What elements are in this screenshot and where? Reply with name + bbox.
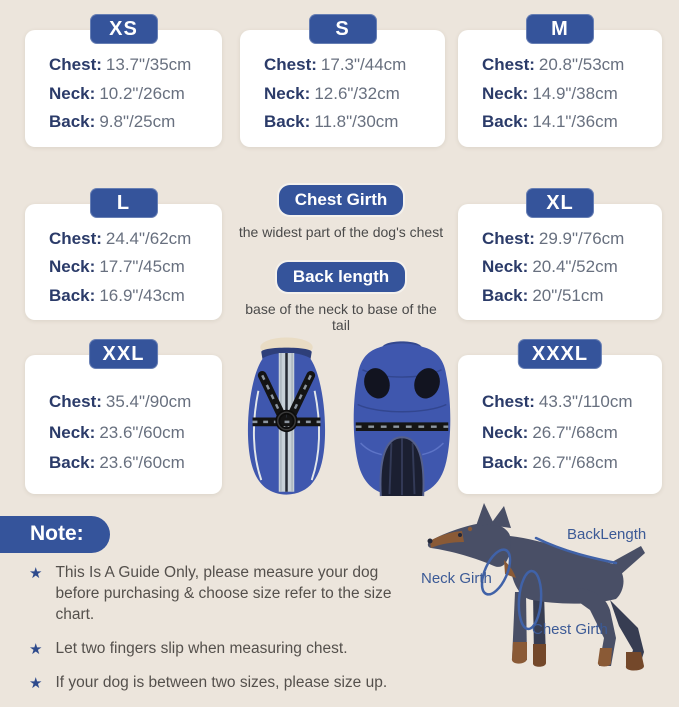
chest-label: Chest: bbox=[482, 391, 535, 411]
chest-girth-label: Chest Girth bbox=[532, 621, 608, 638]
neck-value: 12.6"/32cm bbox=[314, 83, 400, 103]
size-card-measurements bbox=[49, 381, 216, 484]
jacket-bottom-image bbox=[349, 332, 455, 504]
back-label: Back: bbox=[264, 112, 311, 132]
size-badge-l: L bbox=[90, 188, 158, 218]
note-list bbox=[29, 563, 421, 707]
neck-measurement bbox=[264, 84, 439, 104]
size-badge-xl: XL bbox=[526, 188, 594, 218]
chest-measurement bbox=[482, 229, 656, 249]
chest-measurement bbox=[264, 55, 439, 75]
neck-value: 20.4"/52cm bbox=[532, 257, 618, 276]
star-bullet-icon: ★ bbox=[29, 674, 43, 692]
neck-value: 14.9"/38cm bbox=[532, 83, 618, 103]
chest-value: 35.4"/90cm bbox=[105, 391, 192, 411]
chest-label: Chest: bbox=[49, 228, 102, 248]
back-value: 11.8"/30cm bbox=[314, 112, 399, 132]
size-card-measurements bbox=[482, 220, 656, 314]
star-bullet-icon: ★ bbox=[29, 640, 43, 658]
chest-measurement bbox=[49, 55, 216, 75]
chest-value: 17.3"/44cm bbox=[320, 54, 407, 74]
size-card-s bbox=[240, 18, 445, 147]
back-length-description: base of the neck to base of the tail bbox=[245, 301, 437, 333]
back-length-badge: Back length bbox=[277, 262, 405, 292]
chest-value: 13.7"/35cm bbox=[105, 54, 192, 74]
size-badge-m: M bbox=[526, 14, 594, 44]
back-length-label: BackLength bbox=[567, 526, 647, 543]
note-text: If your dog is between two sizes, please size up. bbox=[55, 673, 388, 691]
back-measurement bbox=[49, 112, 216, 132]
neck-measurement bbox=[482, 423, 656, 443]
back-label: Back: bbox=[49, 285, 96, 305]
back-value: 23.6"/60cm bbox=[99, 453, 185, 473]
neck-value: 17.7"/45cm bbox=[99, 257, 185, 276]
size-card-xxl bbox=[25, 343, 222, 494]
neck-label: Neck: bbox=[482, 257, 529, 276]
size-card-measurements bbox=[49, 220, 216, 314]
neck-measurement bbox=[482, 257, 656, 277]
note-text: Let two fingers slip when measuring chest. bbox=[55, 639, 348, 657]
back-label: Back: bbox=[482, 112, 529, 132]
note-item bbox=[29, 673, 421, 694]
back-label: Back: bbox=[482, 285, 529, 305]
chest-value: 43.3"/110cm bbox=[538, 391, 633, 411]
chest-measurement bbox=[49, 392, 216, 412]
back-measurement bbox=[482, 453, 656, 473]
neck-label: Neck: bbox=[49, 83, 96, 103]
chest-label: Chest: bbox=[482, 54, 535, 74]
note-title-badge: Note: bbox=[0, 516, 110, 553]
note-item bbox=[29, 639, 421, 660]
size-badge-xs: XS bbox=[90, 14, 158, 44]
back-value: 9.8"/25cm bbox=[99, 112, 176, 132]
neck-label: Neck: bbox=[49, 422, 96, 442]
back-measurement bbox=[482, 112, 656, 132]
back-value: 26.7"/68cm bbox=[532, 453, 618, 473]
chest-label: Chest: bbox=[49, 54, 102, 74]
size-badge-s: S bbox=[309, 14, 377, 44]
size-badge-xxl: XXL bbox=[89, 339, 159, 369]
back-value: 20"/51cm bbox=[532, 285, 604, 305]
neck-measurement bbox=[49, 423, 216, 443]
back-label: Back: bbox=[49, 112, 96, 132]
chest-girth-badge: Chest Girth bbox=[279, 185, 404, 215]
back-value: 16.9"/43cm bbox=[99, 285, 185, 305]
neck-measurement bbox=[482, 84, 656, 104]
chest-measurement bbox=[482, 392, 656, 412]
size-card-measurements bbox=[482, 381, 656, 484]
chest-label: Chest: bbox=[49, 391, 102, 411]
note-text: This Is A Guide Only, please measure your dog before purchasing & choose size refer to the size chart. bbox=[55, 564, 392, 623]
neck-label: Neck: bbox=[264, 83, 311, 103]
back-measurement bbox=[49, 286, 216, 306]
note-item bbox=[29, 563, 421, 626]
dog-measurement-diagram bbox=[420, 500, 679, 679]
size-card-measurements bbox=[264, 46, 439, 141]
measurement-explainer bbox=[235, 185, 447, 355]
chest-label: Chest: bbox=[264, 54, 317, 74]
back-value: 14.1"/36cm bbox=[532, 112, 618, 132]
neck-value: 26.7"/68cm bbox=[532, 422, 618, 442]
size-card-xs bbox=[25, 18, 222, 147]
neck-label: Neck: bbox=[49, 257, 96, 276]
size-card-m bbox=[458, 18, 662, 147]
chest-girth-description: the widest part of the dog's chest bbox=[238, 224, 444, 240]
chest-value: 24.4"/62cm bbox=[105, 228, 192, 248]
back-label: Back: bbox=[49, 453, 96, 473]
size-card-measurements bbox=[49, 46, 216, 141]
back-measurement bbox=[49, 453, 216, 473]
neck-measurement bbox=[49, 84, 216, 104]
back-measurement bbox=[482, 286, 656, 306]
neck-label: Neck: bbox=[482, 83, 529, 103]
chest-label: Chest: bbox=[482, 228, 535, 248]
size-card-l bbox=[25, 192, 222, 320]
size-badge-xxxl: XXXL bbox=[518, 339, 602, 369]
neck-value: 23.6"/60cm bbox=[99, 422, 185, 442]
chest-measurement bbox=[49, 229, 216, 249]
neck-measurement bbox=[49, 257, 216, 277]
chest-value: 29.9"/76cm bbox=[538, 228, 625, 248]
neck-label: Neck: bbox=[482, 422, 529, 442]
size-card-xl bbox=[458, 192, 662, 320]
neck-girth-label: Neck Girth bbox=[421, 570, 492, 587]
jacket-product-images bbox=[234, 331, 458, 504]
size-card-xxxl bbox=[458, 343, 662, 494]
size-card-measurements bbox=[482, 46, 656, 141]
jacket-front-image bbox=[238, 332, 335, 504]
star-bullet-icon: ★ bbox=[29, 565, 43, 582]
back-measurement bbox=[264, 112, 439, 132]
neck-value: 10.2"/26cm bbox=[99, 83, 185, 103]
chest-measurement bbox=[482, 55, 656, 75]
back-label: Back: bbox=[482, 453, 529, 473]
chest-value: 20.8"/53cm bbox=[538, 54, 625, 74]
